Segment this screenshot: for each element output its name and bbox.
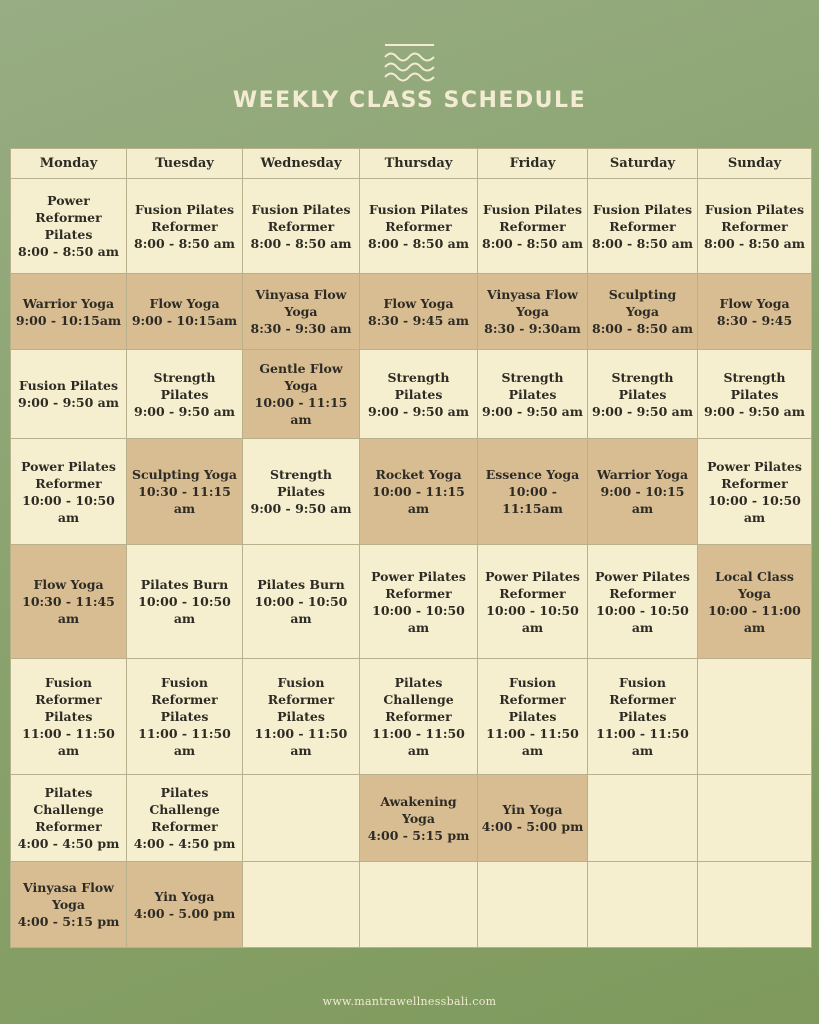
schedule-row bbox=[11, 350, 812, 439]
class-cell bbox=[588, 439, 698, 545]
class-cell bbox=[11, 179, 127, 274]
class-cell bbox=[11, 545, 127, 659]
class-name: Pilates Challenge Reformer bbox=[33, 785, 104, 834]
class-cell bbox=[478, 274, 588, 350]
class-name: Vinyasa Flow Yoga bbox=[23, 880, 114, 912]
class-cell bbox=[243, 350, 360, 439]
class-cell bbox=[478, 350, 588, 439]
class-name: Flow Yoga bbox=[719, 295, 790, 311]
class-cell bbox=[127, 179, 243, 274]
class-cell bbox=[127, 350, 243, 439]
class-name: Flow Yoga bbox=[383, 295, 454, 311]
class-time: 9:00 - 9:50 am bbox=[18, 395, 119, 410]
class-cell bbox=[243, 545, 360, 659]
class-time: 10:30 - 11:45 am bbox=[22, 594, 115, 626]
class-time: 10:30 - 11:15 am bbox=[138, 484, 231, 516]
class-cell bbox=[588, 179, 698, 274]
class-time: 10:00 - 10:50 am bbox=[708, 492, 801, 525]
class-name: Sculpting Yoga bbox=[608, 287, 677, 319]
waves-logo-icon bbox=[384, 43, 435, 83]
class-name: Sculpting Yoga bbox=[132, 467, 237, 482]
class-time: 4:00 - 4:50 pm bbox=[17, 836, 120, 851]
class-time: 8:00 - 8:50 am bbox=[592, 321, 693, 336]
class-name: Fusion Pilates Reformer bbox=[704, 201, 805, 234]
class-time: 9:00 - 9:50 am bbox=[704, 403, 805, 419]
class-cell bbox=[11, 862, 127, 948]
class-cell bbox=[243, 439, 360, 545]
class-time: 8:00 - 8:50 am bbox=[704, 235, 805, 251]
class-cell bbox=[588, 350, 698, 439]
day-header-wednesday: Wednesday bbox=[243, 149, 360, 179]
class-time: 8:00 - 8:50 am bbox=[482, 235, 583, 251]
class-time: 10:00 - 10:50 am bbox=[254, 594, 348, 626]
schedule-row bbox=[11, 862, 812, 948]
class-time: 9:00 - 10:15am bbox=[131, 312, 238, 328]
schedule-row bbox=[11, 274, 812, 350]
schedule-row bbox=[11, 439, 812, 545]
class-time: 8:30 - 9:30am bbox=[484, 321, 581, 336]
class-time: 8:00 - 8:50 am bbox=[250, 235, 352, 251]
class-cell bbox=[127, 659, 243, 775]
schedule-row bbox=[11, 659, 812, 775]
day-header-saturday: Saturday bbox=[588, 149, 698, 179]
class-name: Local Class Yoga bbox=[715, 568, 794, 601]
class-cell bbox=[11, 350, 127, 439]
class-time: 8:30 - 9:45 am bbox=[368, 312, 469, 328]
day-header-thursday: Thursday bbox=[360, 149, 478, 179]
schedule-row bbox=[11, 179, 812, 274]
class-time: 10:00 - 10:50 am bbox=[486, 602, 579, 635]
class-name: Pilates Challenge Reformer bbox=[149, 785, 220, 834]
class-time: 8:00 - 8:50 am bbox=[592, 235, 693, 251]
class-name: Fusion Pilates Reformer bbox=[251, 201, 351, 234]
class-name: Fusion Pilates Reformer bbox=[482, 201, 583, 234]
class-time: 4:00 - 4:50 pm bbox=[133, 836, 236, 851]
class-cell bbox=[478, 775, 588, 862]
class-cell bbox=[127, 775, 243, 862]
empty-cell bbox=[698, 659, 812, 775]
class-cell bbox=[243, 274, 360, 350]
schedule-row bbox=[11, 545, 812, 659]
class-cell bbox=[588, 659, 698, 775]
empty-cell bbox=[243, 775, 360, 862]
class-cell bbox=[127, 862, 243, 948]
class-name: Strength Pilates bbox=[387, 369, 450, 402]
class-name: Power Pilates Reformer bbox=[707, 458, 802, 491]
class-cell bbox=[360, 775, 478, 862]
class-name: Flow Yoga bbox=[33, 577, 104, 592]
class-time: 10:00 - 11:00 am bbox=[708, 602, 801, 635]
class-cell bbox=[478, 439, 588, 545]
class-name: Awakening Yoga bbox=[380, 793, 457, 826]
class-time: 8:00 - 8:50 am bbox=[134, 235, 235, 251]
class-name: Fusion Reformer Pilates bbox=[609, 675, 676, 724]
class-name: Fusion Pilates Reformer bbox=[368, 201, 469, 234]
class-cell bbox=[478, 545, 588, 659]
class-time: 8:00 - 8:50 am bbox=[368, 235, 469, 251]
class-cell bbox=[127, 274, 243, 350]
class-time: 8:30 - 9:30 am bbox=[250, 321, 352, 336]
class-cell bbox=[588, 274, 698, 350]
class-name: Pilates Burn bbox=[257, 577, 345, 592]
class-name: Vinyasa Flow Yoga bbox=[487, 287, 578, 319]
class-time: 9:00 - 10:15am bbox=[15, 312, 122, 328]
class-name: Fusion Pilates Reformer bbox=[592, 201, 693, 234]
class-name: Gentle Flow Yoga bbox=[259, 361, 343, 393]
class-cell bbox=[698, 545, 812, 659]
class-name: Pilates Burn bbox=[140, 577, 229, 592]
class-name: Power Pilates Reformer bbox=[21, 458, 116, 491]
class-cell bbox=[11, 659, 127, 775]
class-time: 11:00 - 11:50 am bbox=[596, 726, 689, 758]
class-time: 4:00 - 5:15 pm bbox=[367, 827, 470, 843]
class-cell bbox=[698, 274, 812, 350]
class-name: Warrior Yoga bbox=[22, 295, 115, 311]
class-cell bbox=[11, 775, 127, 862]
class-name: Essence Yoga bbox=[485, 467, 580, 482]
class-name: Yin Yoga bbox=[502, 802, 563, 817]
schedule-table bbox=[10, 148, 812, 948]
class-name: Strength Pilates bbox=[269, 467, 333, 499]
class-time: 10:00 - 10:50 am bbox=[372, 602, 465, 635]
day-header-row bbox=[11, 149, 812, 179]
class-cell bbox=[478, 179, 588, 274]
class-time: 9:00 - 9:50 am bbox=[250, 501, 352, 516]
class-cell bbox=[588, 545, 698, 659]
empty-cell bbox=[360, 862, 478, 948]
class-time: 10:00 - 10:50 am bbox=[596, 602, 689, 635]
class-name: Fusion Pilates bbox=[18, 378, 119, 393]
class-time: 11:00 - 11:50 am bbox=[254, 726, 348, 758]
website-footer: www.mantrawellnessbali.com bbox=[322, 995, 497, 1008]
class-cell bbox=[698, 439, 812, 545]
class-name: Vinyasa Flow Yoga bbox=[255, 287, 347, 319]
class-cell bbox=[360, 659, 478, 775]
class-time: 9:00 - 9:50 am bbox=[592, 403, 693, 419]
class-time: 9:00 - 9:50 am bbox=[368, 403, 469, 419]
class-time: 9:00 - 10:15 am bbox=[600, 484, 685, 516]
class-time: 4:00 - 5:00 pm bbox=[481, 819, 584, 834]
class-time: 9:00 - 9:50 am bbox=[482, 403, 583, 419]
class-time: 9:00 - 9:50 am bbox=[134, 403, 235, 419]
class-time: 11:00 - 11:50 am bbox=[486, 726, 579, 758]
class-time: 11:00 - 11:50 am bbox=[22, 726, 115, 758]
class-cell bbox=[243, 659, 360, 775]
class-cell bbox=[127, 439, 243, 545]
class-time: 8:00 - 8:50 am bbox=[18, 244, 119, 259]
class-cell bbox=[360, 350, 478, 439]
day-header-friday: Friday bbox=[478, 149, 588, 179]
class-cell bbox=[360, 439, 478, 545]
class-time: 10:00 - 11:15am bbox=[502, 484, 563, 516]
class-name: Strength Pilates bbox=[501, 369, 564, 402]
empty-cell bbox=[588, 775, 698, 862]
class-name: Fusion Reformer Pilates bbox=[499, 675, 566, 724]
class-cell bbox=[243, 179, 360, 274]
class-name: Flow Yoga bbox=[149, 295, 220, 311]
class-name: Fusion Reformer Pilates bbox=[151, 675, 218, 724]
class-time: 11:00 - 11:50 am bbox=[138, 726, 231, 758]
schedule-row bbox=[11, 775, 812, 862]
empty-cell bbox=[698, 862, 812, 948]
empty-cell bbox=[698, 775, 812, 862]
empty-cell bbox=[478, 862, 588, 948]
class-name: Rocket Yoga bbox=[375, 467, 462, 482]
class-time: 4:00 - 5:15 pm bbox=[17, 914, 120, 929]
class-cell bbox=[360, 179, 478, 274]
class-cell bbox=[11, 439, 127, 545]
class-name: Strength Pilates bbox=[723, 369, 786, 402]
class-cell bbox=[11, 274, 127, 350]
day-header-sunday: Sunday bbox=[698, 149, 812, 179]
class-name: Yin Yoga bbox=[154, 888, 215, 904]
class-time: 8:30 - 9:45 bbox=[716, 312, 793, 328]
class-name: Fusion Pilates Reformer bbox=[134, 201, 235, 234]
day-header-monday: Monday bbox=[11, 149, 127, 179]
class-cell bbox=[360, 545, 478, 659]
class-name: Warrior Yoga bbox=[596, 467, 689, 482]
class-cell bbox=[360, 274, 478, 350]
class-name: Power Pilates Reformer bbox=[485, 568, 580, 601]
class-name: Fusion Reformer Pilates bbox=[267, 675, 335, 724]
class-name: Power Pilates Reformer bbox=[371, 568, 466, 601]
class-cell bbox=[127, 545, 243, 659]
class-time: 4:00 - 5.00 pm bbox=[133, 905, 236, 921]
class-time: 11:00 - 11:50 am bbox=[372, 726, 465, 758]
class-time: 10:00 - 11:15 am bbox=[372, 484, 465, 516]
class-name: Strength Pilates bbox=[153, 369, 216, 402]
day-header-tuesday: Tuesday bbox=[127, 149, 243, 179]
class-cell bbox=[698, 179, 812, 274]
class-time: 10:00 - 10:50 am bbox=[22, 492, 115, 525]
class-name: Strength Pilates bbox=[611, 369, 674, 402]
empty-cell bbox=[588, 862, 698, 948]
class-cell bbox=[478, 659, 588, 775]
class-name: Pilates Challenge Reformer bbox=[383, 675, 454, 724]
class-name: Power Reformer Pilates bbox=[35, 193, 102, 242]
class-cell bbox=[698, 350, 812, 439]
page-title: WEEKLY CLASS SCHEDULE bbox=[232, 88, 587, 113]
class-time: 10:00 - 10:50 am bbox=[138, 594, 231, 626]
empty-cell bbox=[243, 862, 360, 948]
class-name: Fusion Reformer Pilates bbox=[35, 675, 102, 724]
class-time: 10:00 - 11:15 am bbox=[254, 395, 348, 427]
class-name: Power Pilates Reformer bbox=[595, 568, 690, 601]
